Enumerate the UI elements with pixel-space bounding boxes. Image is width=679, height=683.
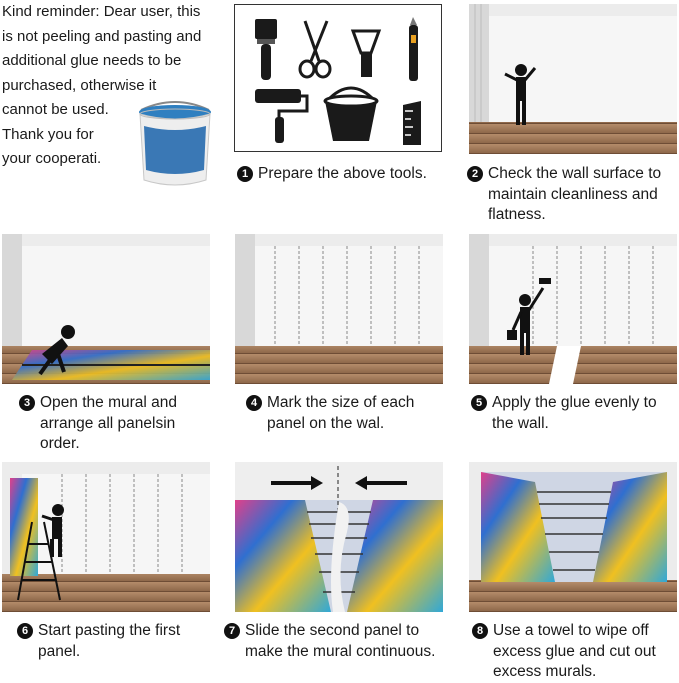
step-number-badge: 2	[467, 166, 483, 182]
step-text: the wall.	[492, 414, 549, 432]
reminder-line: cannot be used.	[2, 101, 109, 118]
step-text: Start pasting the first	[38, 622, 181, 639]
step-text: Check the wall surface to	[488, 165, 662, 182]
reminder-line: additional glue needs to be	[2, 52, 182, 69]
step-text: Slide the second panel to	[245, 622, 420, 639]
step-text: Mark the size of each	[267, 394, 415, 411]
step-4-photo	[235, 234, 443, 384]
step-text: Apply the glue evenly to	[492, 394, 657, 411]
step-text: maintain cleanliness and	[488, 185, 658, 203]
paintbrush-icon	[255, 19, 277, 80]
reminder-line: purchased, otherwise it	[2, 76, 157, 94]
reminder-line: Kind reminder: Dear user, this	[2, 3, 201, 20]
step-text: order.	[40, 435, 80, 452]
step-number-badge: 7	[224, 623, 240, 639]
step-text: Use a towel to wipe off	[493, 622, 649, 639]
step-8-photo	[469, 462, 677, 612]
step-text: Prepare the above tools.	[258, 165, 427, 182]
reminder-line: is not peeling and pasting and	[2, 27, 202, 45]
step-number-badge: 4	[246, 395, 262, 411]
step-4-caption	[246, 393, 414, 434]
step-7-photo	[235, 462, 443, 612]
glue-bucket-icon	[135, 100, 215, 188]
step-text: excess murals.	[493, 663, 597, 680]
step-3-caption	[19, 393, 177, 455]
step-3-photo	[2, 234, 210, 384]
step-5-photo	[469, 234, 677, 384]
reminder-line: your cooperati.	[2, 150, 102, 167]
step-text: Open the mural and	[40, 394, 178, 411]
step-number-badge: 3	[19, 395, 35, 411]
step-number-badge: 6	[17, 623, 33, 639]
step-2-caption	[467, 164, 661, 226]
step-text: panel.	[38, 642, 81, 660]
step-text: arrange all panelsin	[40, 414, 176, 432]
step-5-caption	[471, 393, 657, 434]
step-2-photo	[469, 4, 677, 154]
reminder-line: Thank you for	[2, 125, 94, 143]
step-text: panel on the wal.	[267, 414, 385, 432]
step-6-caption	[17, 621, 180, 662]
paint-roller-icon	[255, 89, 307, 143]
step-text: make the mural continuous.	[245, 642, 436, 660]
step-8-caption	[472, 621, 656, 683]
bucket-icon	[325, 88, 377, 141]
ruler-icon	[403, 101, 421, 145]
scissors-icon	[300, 21, 330, 77]
step-number-badge: 1	[237, 166, 253, 182]
step-7-caption	[224, 621, 435, 662]
step-text: flatness.	[488, 206, 546, 223]
step-number-badge: 8	[472, 623, 488, 639]
step-text: excess glue and cut out	[493, 642, 656, 660]
step-6-photo	[2, 462, 210, 612]
tools-panel	[234, 4, 442, 152]
step-1-caption	[237, 164, 427, 185]
utility-knife-icon	[409, 17, 418, 81]
step-number-badge: 5	[471, 395, 487, 411]
scraper-icon	[353, 31, 379, 77]
